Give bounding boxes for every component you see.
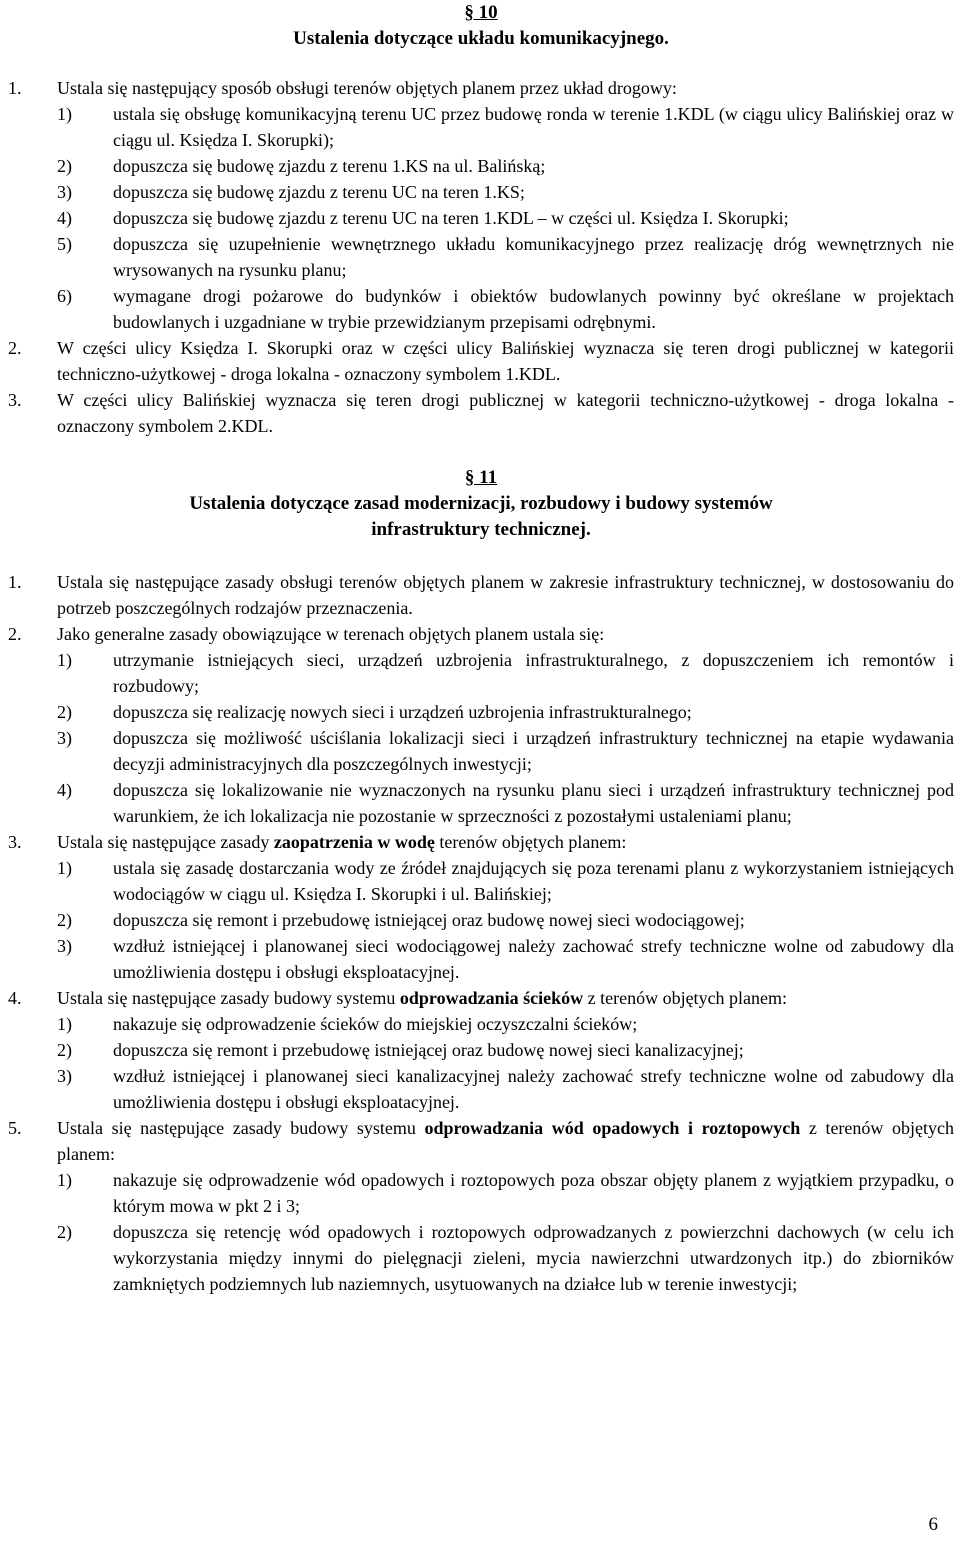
s10-paragraph-3 bbox=[8, 387, 954, 439]
item-text: dopuszcza się budowę zjazdu z terenu UC na teren 1.KDL – w części ul. Księdza I. Skorupki; bbox=[113, 208, 789, 228]
item-number: 3) bbox=[57, 936, 72, 956]
s11-p2-item-1 bbox=[8, 647, 954, 699]
item-text: nakazuje się odprowadzenie wód opadowych i roztopowych poza obszar objęty planem z wyjątkiem przypadku, o którym mowa w pkt 2 i 3; bbox=[113, 1170, 954, 1216]
item-number: 1) bbox=[57, 1014, 72, 1034]
item-text: wzdłuż istniejącej i planowanej sieci wodociągowej należy zachować strefy techniczne wolne od zabudowy dla umożliwienia dostępu i obsługi eksploatacyjnej. bbox=[113, 936, 954, 982]
paragraph-text: Jako generalne zasady obowiązujące w terenach objętych planem ustala się: bbox=[57, 624, 605, 644]
paragraph-number: 3. bbox=[8, 390, 22, 410]
s10-p1-item-5 bbox=[8, 231, 954, 283]
paragraph-number: 3. bbox=[8, 832, 22, 852]
paragraph-text-end: terenów objętych planem: bbox=[434, 832, 627, 852]
s11-p3-item-1 bbox=[8, 855, 954, 907]
paragraph-text-end: z terenów objętych planem: bbox=[57, 1118, 954, 1164]
item-text: nakazuje się odprowadzenie ścieków do miejskiej oczyszczalni ścieków; bbox=[113, 1014, 638, 1034]
item-number: 2) bbox=[57, 156, 72, 176]
paragraph-number: 4. bbox=[8, 988, 22, 1008]
item-number: 3) bbox=[57, 182, 72, 202]
item-text: dopuszcza się remont i przebudowę istniejącej oraz budowę nowej sieci kanalizacyjnej; bbox=[113, 1040, 744, 1060]
item-number: 1) bbox=[57, 104, 72, 124]
s10-p1-item-4 bbox=[8, 205, 954, 231]
s11-paragraph-4 bbox=[8, 985, 954, 1011]
paragraph-number: 1. bbox=[8, 572, 22, 592]
s11-p2-item-3 bbox=[8, 725, 954, 777]
item-number: 2) bbox=[57, 910, 72, 930]
paragraph-number: 5. bbox=[8, 1118, 22, 1138]
paragraph-text: Ustala się następujące zasady obsługi terenów objętych planem w zakresie infrastruktury technicznej, w dostosowaniu do potrzeb poszczególnych rodzajów przeznaczenia. bbox=[57, 572, 954, 618]
s10-paragraph-1 bbox=[8, 75, 954, 101]
item-number: 4) bbox=[57, 780, 72, 800]
item-number: 2) bbox=[57, 1222, 72, 1242]
item-number: 1) bbox=[57, 858, 72, 878]
item-text: ustala się obsługę komunikacyjną terenu UC przez budowę ronda w terenie 1.KDL (w ciągu ulicy Balińskiej oraz w ciągu ul. Księdza I. Skorupki); bbox=[113, 104, 954, 150]
s11-paragraph-5 bbox=[8, 1115, 954, 1167]
paragraph-text: W części ulicy Balińskiej wyznacza się teren drogi publicznej w kategorii techniczno-użytkowej - droga lokalna - oznaczony symbolem 2.KDL. bbox=[57, 390, 954, 436]
item-text: dopuszcza się budowę zjazdu z terenu UC na teren 1.KS; bbox=[113, 182, 525, 202]
section-11-number: § 11 bbox=[464, 467, 498, 488]
s11-p4-item-1 bbox=[8, 1011, 954, 1037]
item-number: 4) bbox=[57, 208, 72, 228]
paragraph-text-start: Ustala się następujące zasady budowy systemu bbox=[57, 988, 400, 1008]
s10-p1-item-6 bbox=[8, 283, 954, 335]
document-page bbox=[8, 0, 954, 1297]
paragraph-number: 2. bbox=[8, 338, 22, 358]
page-number: 6 bbox=[928, 1514, 938, 1535]
s11-p4-item-3 bbox=[8, 1063, 954, 1115]
item-number: 1) bbox=[57, 650, 72, 670]
item-text: ustala się zasadę dostarczania wody ze źródeł znajdujących się poza terenami planu z wykorzystaniem istniejących wodociągów w ciągu ul. Księdza I. Skorupki i ul. Balińskiej; bbox=[113, 858, 954, 904]
paragraph-text-end: z terenów objętych planem: bbox=[583, 988, 788, 1008]
s10-paragraph-2 bbox=[8, 335, 954, 387]
paragraph-text-start: Ustala się następujące zasady budowy systemu bbox=[57, 1118, 425, 1138]
s11-paragraph-3 bbox=[8, 829, 954, 855]
item-text: utrzymanie istniejących sieci, urządzeń uzbrojenia infrastrukturalnego, z dopuszczeniem ich remontów i rozbudowy; bbox=[113, 650, 954, 696]
item-number: 2) bbox=[57, 702, 72, 722]
item-text: wzdłuż istniejącej i planowanej sieci kanalizacyjnej należy zachować strefy techniczne wolne od zabudowy dla umożliwienia dostępu i obsługi eksploatacyjnej. bbox=[113, 1066, 954, 1112]
item-text: dopuszcza się możliwość uściślania lokalizacji sieci i urządzeń infrastruktury technicznej na etapie wydawania decyzji administracyjnych dla poszczególnych inwestycji; bbox=[113, 728, 954, 774]
item-text: dopuszcza się retencję wód opadowych i roztopowych odprowadzanych z powierzchni dachowych (w celu ich wykorzystania między innymi do pielęgnacji zieleni, mycia nawierzchni utwardzonych itp.) do zbiorników zamkniętych podziemnych lub naziemnych, usytuowanych na działce lub w terenie inwestycji; bbox=[113, 1222, 954, 1294]
paragraph-number: 2. bbox=[8, 624, 22, 644]
s11-p2-item-2 bbox=[8, 699, 954, 725]
s11-paragraph-2 bbox=[8, 621, 954, 647]
section-11-title-line-2: infrastruktury technicznej. bbox=[371, 519, 591, 540]
s10-p1-item-2 bbox=[8, 153, 954, 179]
item-number: 5) bbox=[57, 234, 72, 254]
section-10-number: § 10 bbox=[464, 2, 498, 23]
item-text: dopuszcza się realizację nowych sieci i urządzeń uzbrojenia infrastrukturalnego; bbox=[113, 702, 692, 722]
s11-p2-item-4 bbox=[8, 777, 954, 829]
item-text: dopuszcza się budowę zjazdu z terenu 1.KS na ul. Balińską; bbox=[113, 156, 546, 176]
item-text: wymagane drogi pożarowe do budynków i obiektów budowlanych powinny być określane w projektach budowlanych i uzgadniane w trybie przewidzianym przepisami odrębnymi. bbox=[113, 286, 954, 332]
paragraph-text: Ustala się następujący sposób obsługi terenów objętych planem przez układ drogowy: bbox=[57, 78, 677, 98]
section-10-heading bbox=[8, 0, 954, 52]
paragraph-text: W części ulicy Księdza I. Skorupki oraz w części ulicy Balińskiej wyznacza się teren drogi publicznej w kategorii techniczno-użytkowej - droga lokalna - oznaczony symbolem 1.KDL. bbox=[57, 338, 954, 384]
paragraph-bold-term: odprowadzania wód opadowych i roztopowych bbox=[424, 1118, 801, 1138]
paragraph-number: 1. bbox=[8, 78, 22, 98]
item-number: 6) bbox=[57, 286, 72, 306]
section-11-heading bbox=[8, 465, 954, 543]
section-11-title-line-1: Ustalenia dotyczące zasad modernizacji, rozbudowy i budowy systemów bbox=[189, 493, 773, 514]
s10-p1-item-3 bbox=[8, 179, 954, 205]
s11-p4-item-2 bbox=[8, 1037, 954, 1063]
s11-p3-item-3 bbox=[8, 933, 954, 985]
item-text: dopuszcza się lokalizowanie nie wyznaczonych na rysunku planu sieci i urządzeń infrastruktury technicznej pod warunkiem, że ich lokalizacja nie pozostanie w sprzeczności z pozostałymi ustaleniami planu; bbox=[113, 780, 954, 826]
item-text: dopuszcza się remont i przebudowę istniejącej oraz budowę nowej sieci wodociągowej; bbox=[113, 910, 745, 930]
paragraph-bold-term: zaopatrzenia w wodę bbox=[273, 832, 435, 852]
section-10-title: Ustalenia dotyczące układu komunikacyjnego. bbox=[293, 28, 669, 49]
s11-p5-item-2 bbox=[8, 1219, 954, 1297]
s11-paragraph-1 bbox=[8, 569, 954, 621]
paragraph-bold-term: odprowadzania ścieków bbox=[399, 988, 584, 1008]
s10-p1-item-1 bbox=[8, 101, 954, 153]
item-number: 3) bbox=[57, 728, 72, 748]
s11-p3-item-2 bbox=[8, 907, 954, 933]
item-number: 2) bbox=[57, 1040, 72, 1060]
paragraph-text-start: Ustala się następujące zasady bbox=[57, 832, 274, 852]
item-text: dopuszcza się uzupełnienie wewnętrznego układu komunikacyjnego przez realizację dróg wewnętrznych nie wrysowanych na rysunku planu; bbox=[113, 234, 954, 280]
item-number: 3) bbox=[57, 1066, 72, 1086]
s11-p5-item-1 bbox=[8, 1167, 954, 1219]
item-number: 1) bbox=[57, 1170, 72, 1190]
